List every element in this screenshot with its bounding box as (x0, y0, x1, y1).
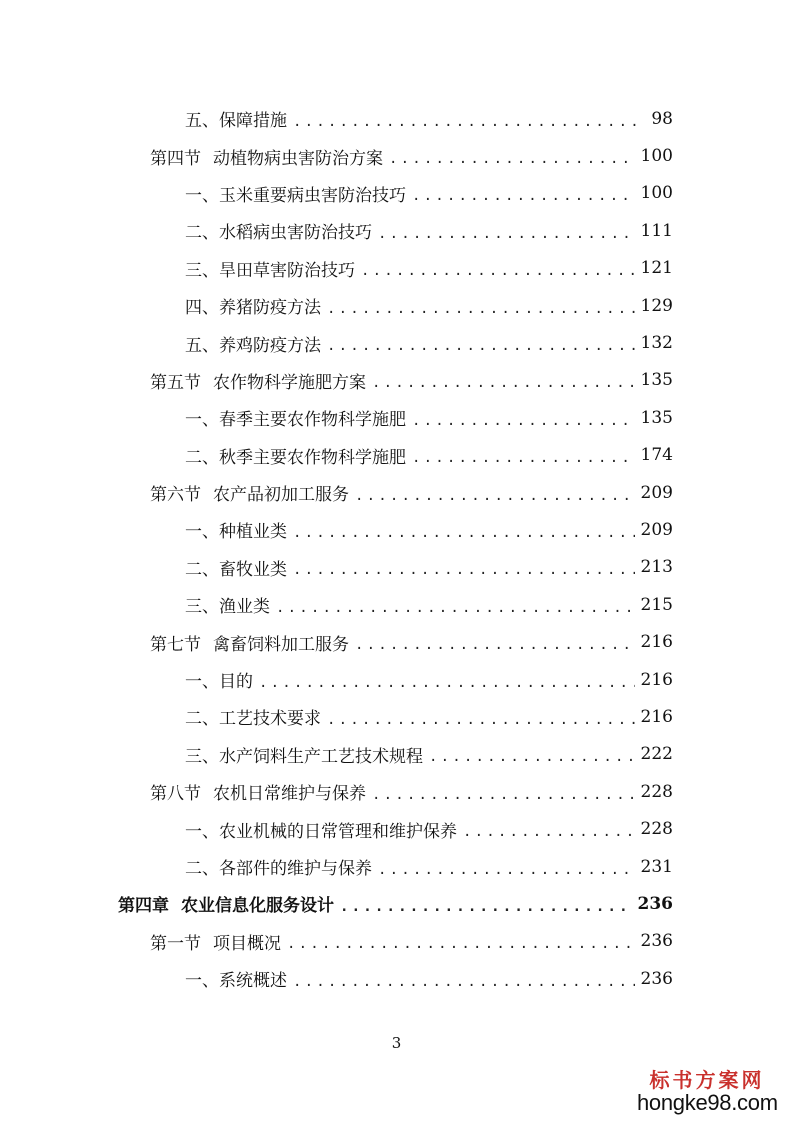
toc-entry-page: 236 (640, 931, 673, 952)
toc-entry[interactable] (0, 324, 793, 361)
watermark-url: hongke98.com (637, 1089, 778, 1115)
toc-entry[interactable] (0, 399, 793, 436)
toc-entry[interactable] (0, 698, 793, 735)
toc-entry-number: 一、 (185, 522, 219, 543)
toc-dot-leader (372, 788, 635, 802)
toc-entry[interactable] (0, 287, 793, 324)
toc-dot-leader (287, 937, 635, 951)
toc-entry-page: 228 (640, 819, 673, 840)
toc-entry[interactable] (0, 437, 793, 474)
toc-entry-number: 一、 (185, 410, 219, 431)
toc-entry-number: 二、 (185, 447, 219, 468)
toc-dot-leader (412, 451, 635, 465)
toc-entry-title: 禽畜饲料加工服务 (213, 634, 349, 655)
toc-entry-page: 129 (640, 295, 673, 316)
toc-entry-title: 养猪防疫方法 (219, 298, 321, 319)
toc-entry-title: 系统概述 (219, 971, 287, 992)
toc-entry-title: 动植物病虫害防治方案 (213, 148, 383, 169)
toc-entry-page: 100 (640, 183, 673, 204)
toc-entry[interactable] (0, 960, 793, 997)
toc-entry[interactable] (0, 250, 793, 287)
toc-entry-page: 216 (640, 706, 673, 727)
toc-entry[interactable] (0, 212, 793, 249)
toc-entry[interactable] (0, 549, 793, 586)
toc-entry-number: 一、 (185, 821, 219, 842)
toc-entry-number: 五、 (185, 335, 219, 356)
toc-entry-number: 第五节 (150, 372, 201, 393)
toc-entry-page: 135 (640, 407, 673, 428)
toc-dot-leader (276, 601, 635, 615)
toc-entry-title: 各部件的维护与保养 (219, 859, 372, 879)
watermark-name: 标书方案网 (649, 1067, 765, 1092)
toc-entry[interactable] (0, 810, 793, 847)
toc-entry-page: 222 (640, 744, 673, 765)
toc-entry[interactable] (0, 100, 793, 137)
toc-entry-title: 农业机械的日常管理和维护保养 (219, 821, 457, 842)
toc-entry-number: 二、 (185, 859, 219, 879)
toc-entry-title: 农业信息化服务设计 (181, 896, 334, 917)
toc-entry[interactable] (0, 175, 793, 212)
toc-entry-number: 第七节 (150, 634, 201, 655)
toc-entry-title: 养鸡防疫方法 (219, 335, 321, 356)
toc-dot-leader (372, 376, 635, 390)
toc-entry-page: 111 (640, 220, 673, 241)
toc-entry[interactable] (0, 362, 793, 399)
toc-entry-page: 100 (640, 146, 673, 167)
toc-dot-leader (463, 825, 635, 839)
toc-entry-number: 三、 (185, 260, 219, 281)
toc-entry[interactable] (0, 623, 793, 660)
toc-dot-leader (293, 115, 645, 129)
toc-dot-leader (340, 900, 632, 914)
toc-entry-number: 一、 (185, 185, 219, 206)
toc-entry-number: 第一节 (150, 933, 201, 954)
toc-dot-leader (327, 302, 635, 316)
toc-entry-title: 渔业类 (219, 597, 270, 618)
toc-entry-title: 农产品初加工服务 (213, 485, 349, 506)
toc-entry-page: 231 (640, 856, 673, 877)
toc-entry-number: 二、 (185, 709, 219, 730)
toc-entry[interactable] (0, 474, 793, 511)
toc-entry-number: 二、 (185, 559, 219, 580)
toc-entry-page: 121 (640, 258, 673, 279)
toc-dot-leader (412, 414, 635, 428)
toc-entry-title: 春季主要农作物科学施肥 (219, 410, 406, 431)
toc-entry-title: 农作物科学施肥方案 (213, 372, 366, 393)
toc-entry-number: 二、 (185, 223, 219, 244)
toc-entry-title: 水产饲料生产工艺技术规程 (219, 746, 423, 767)
toc-entry-title: 保障措施 (219, 111, 287, 132)
toc-entry-number: 第六节 (150, 485, 201, 506)
toc-dot-leader (361, 264, 635, 278)
toc-dot-leader (429, 750, 635, 764)
toc-entry-number: 一、 (185, 672, 219, 693)
toc-entry[interactable] (0, 661, 793, 698)
toc-entry[interactable] (0, 885, 793, 922)
toc-entry[interactable] (0, 137, 793, 174)
toc-dot-leader (378, 863, 635, 877)
toc-entry-title: 项目概况 (213, 933, 281, 954)
toc-entry-number: 五、 (185, 111, 219, 132)
toc-entry-number: 三、 (185, 746, 219, 767)
toc-dot-leader (293, 975, 635, 989)
toc-entry-title: 玉米重要病虫害防治技巧 (219, 185, 406, 206)
toc-entry-title: 旱田草害防治技巧 (219, 260, 355, 281)
toc-dot-leader (293, 563, 635, 577)
toc-entry-page: 209 (640, 482, 673, 503)
toc-entry-page: 236 (637, 893, 673, 914)
toc-entry-title: 目的 (219, 672, 253, 693)
toc-dot-leader (355, 638, 635, 652)
table-of-contents (0, 100, 793, 997)
toc-entry[interactable] (0, 848, 793, 885)
toc-entry[interactable] (0, 736, 793, 773)
toc-entry-title: 种植业类 (219, 522, 287, 543)
toc-entry[interactable] (0, 773, 793, 810)
page-number: 3 (391, 1034, 402, 1052)
toc-entry-page: 228 (640, 781, 673, 802)
toc-dot-leader (389, 152, 635, 166)
toc-entry-title: 水稻病虫害防治技巧 (219, 223, 372, 244)
toc-entry-title: 工艺技术要求 (219, 709, 321, 730)
toc-entry-page: 174 (640, 445, 673, 466)
toc-entry-page: 209 (640, 519, 673, 540)
toc-entry-title: 畜牧业类 (219, 559, 287, 580)
toc-entry-number: 第四章 (118, 896, 169, 917)
toc-dot-leader (293, 526, 635, 540)
toc-entry-number: 一、 (185, 971, 219, 992)
toc-entry-number: 第八节 (150, 784, 201, 805)
toc-entry-number: 四、 (185, 298, 219, 319)
toc-dot-leader (327, 713, 635, 727)
toc-entry[interactable] (0, 511, 793, 548)
toc-entry[interactable] (0, 586, 793, 623)
toc-dot-leader (378, 227, 635, 241)
toc-entry-page: 216 (640, 632, 673, 653)
toc-entry-number: 第四节 (150, 148, 201, 169)
toc-entry-page: 213 (640, 557, 673, 578)
toc-entry-title: 农机日常维护与保养 (213, 784, 366, 805)
toc-entry-page: 132 (640, 333, 673, 354)
toc-entry-page: 236 (640, 968, 673, 989)
toc-dot-leader (355, 489, 635, 503)
toc-entry-page: 135 (640, 370, 673, 391)
toc-entry-number: 三、 (185, 597, 219, 618)
toc-entry-title: 秋季主要农作物科学施肥 (219, 447, 406, 468)
toc-dot-leader (327, 339, 635, 353)
toc-entry-page: 215 (640, 594, 673, 615)
toc-entry-page: 98 (651, 108, 673, 129)
toc-dot-leader (259, 676, 635, 690)
toc-entry-page: 216 (640, 669, 673, 690)
watermark-logo (637, 1067, 778, 1115)
toc-dot-leader (412, 189, 635, 203)
toc-entry[interactable] (0, 923, 793, 960)
